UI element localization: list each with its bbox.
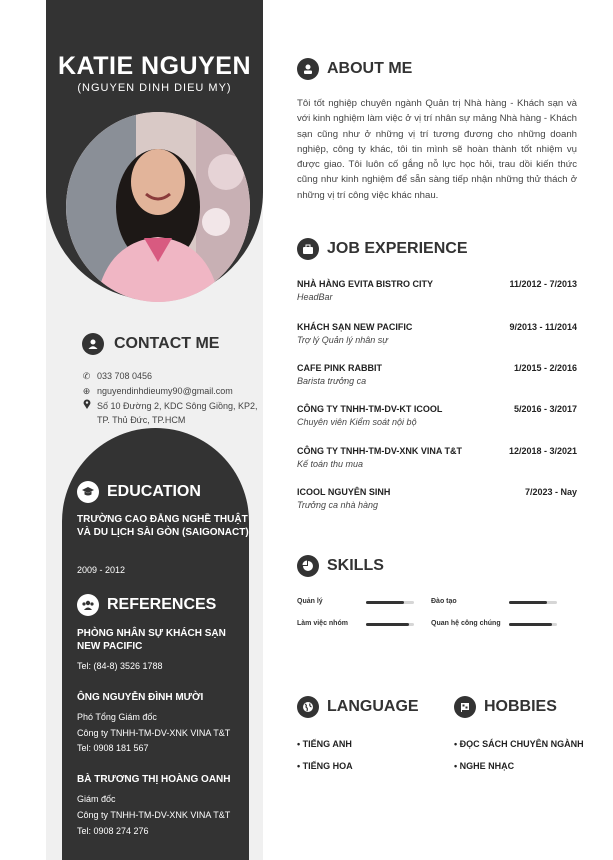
skill-fill bbox=[509, 623, 552, 626]
job-company: KHÁCH SẠN NEW PACIFIC bbox=[297, 322, 413, 332]
about-title: ABOUT ME bbox=[327, 60, 413, 77]
language-item-label: TIẾNG HOA bbox=[302, 761, 353, 771]
candidate-name: KATIE NGUYEN bbox=[57, 52, 252, 80]
contact-title: CONTACT ME bbox=[114, 335, 220, 352]
reference-name-3: BÀ TRƯƠNG THỊ HOÀNG OANH bbox=[77, 774, 231, 785]
skill-bar-4 bbox=[509, 623, 557, 626]
person-icon bbox=[297, 58, 319, 80]
contact-heading bbox=[82, 333, 219, 355]
job-period: 7/2023 - Nay bbox=[524, 487, 577, 497]
job-period: 1/2015 - 2/2016 bbox=[513, 363, 577, 373]
skill-label-4: Quan hệ công chúng bbox=[431, 620, 501, 627]
job-period: 11/2012 - 7/2013 bbox=[509, 279, 577, 289]
reference-line-2-2: Công ty TNHH-TM-DV-XNK VINA T&T bbox=[77, 728, 231, 738]
contact-email-row bbox=[82, 384, 260, 398]
hobby-item-label: ĐỌC SÁCH CHUYÊN NGÀNH bbox=[459, 739, 584, 749]
job-item-2 bbox=[297, 322, 577, 345]
language-item-label: TIẾNG ANH bbox=[302, 739, 352, 749]
job-role: Kế toán thu mua bbox=[297, 459, 364, 469]
skill-label-3: Làm việc nhóm bbox=[297, 620, 348, 627]
job-period: 12/2018 - 3/2021 bbox=[508, 446, 577, 456]
skill-label-1: Quản lý bbox=[297, 598, 323, 605]
skill-bar-2 bbox=[509, 601, 557, 604]
profile-photo bbox=[66, 112, 250, 302]
job-item-1 bbox=[297, 279, 577, 302]
candidate-fullname: (NGUYEN DINH DIEU MY) bbox=[77, 82, 232, 94]
job-company: CÔNG TY TNHH-TM-DV-XNK VINA T&T bbox=[297, 446, 462, 456]
job-role: HeadBar bbox=[297, 292, 333, 302]
contact-address-row bbox=[82, 399, 260, 427]
education-school: TRƯỜNG CAO ĐẲNG NGHỀ THUẬT VÀ DU LỊCH SÀI GÒN (SAIGONACT) bbox=[77, 514, 249, 538]
language-title: LANGUAGE bbox=[327, 698, 419, 715]
job-role: Trưởng ca nhà hàng bbox=[297, 500, 379, 510]
reference-line-3-3: Tel: 0908 274 276 bbox=[77, 826, 149, 836]
job-period: 5/2016 - 3/2017 bbox=[513, 404, 577, 414]
location-pin-icon bbox=[82, 399, 91, 427]
skill-label-2: Đào tạo bbox=[431, 598, 457, 605]
hobby-flag-icon bbox=[454, 696, 476, 718]
skills-title: SKILLS bbox=[327, 557, 384, 574]
job-role: Chuyên viên Kiểm soát nội bộ bbox=[297, 417, 417, 427]
reference-line-2-3: Tel: 0908 181 567 bbox=[77, 743, 149, 753]
contact-phone[interactable]: 033 708 0456 bbox=[97, 371, 153, 381]
skill-bar-3 bbox=[366, 623, 414, 626]
experience-title: JOB EXPERIENCE bbox=[327, 240, 468, 257]
globe-icon: ⊕ bbox=[82, 386, 91, 396]
references-title: REFERENCES bbox=[107, 596, 217, 613]
job-item-5 bbox=[297, 446, 577, 469]
skill-fill bbox=[366, 623, 409, 626]
portrait-illustration bbox=[66, 112, 250, 302]
contact-email[interactable]: nguyendinhdieumy90@gmail.com bbox=[97, 386, 233, 396]
job-company: NHÀ HÀNG EVITA BISTRO CITY bbox=[297, 279, 434, 289]
about-heading bbox=[297, 58, 412, 80]
phone-icon: ✆ bbox=[82, 371, 91, 381]
hobbies-title: HOBBIES bbox=[484, 698, 557, 715]
contact-address: Số 10 Đường 2, KDC Sông Giồng, KP2, TP. Thủ Đức, TP.HCM bbox=[97, 401, 258, 425]
experience-heading bbox=[297, 238, 467, 260]
contact-phone-row bbox=[82, 369, 260, 383]
job-company: CAFE PINK RABBIT bbox=[297, 363, 382, 373]
reference-line-1-1: Tel: (84-8) 3526 1788 bbox=[77, 661, 163, 671]
group-icon bbox=[77, 594, 99, 616]
pie-chart-icon bbox=[297, 555, 319, 577]
reference-name-1: PHÒNG NHÂN SỰ KHÁCH SẠN NEW PACIFIC bbox=[77, 628, 226, 652]
reference-line-2-1: Phó Tổng Giám đốc bbox=[77, 712, 157, 722]
skill-fill bbox=[509, 601, 547, 604]
hobby-item-1: • ĐỌC SÁCH CHUYÊN NGÀNH bbox=[454, 739, 584, 749]
hobby-item-label: NGHE NHẠC bbox=[459, 761, 515, 771]
reference-line-3-2: Công ty TNHH-TM-DV-XNK VINA T&T bbox=[77, 810, 231, 820]
education-title: EDUCATION bbox=[107, 483, 201, 500]
job-item-6 bbox=[297, 487, 577, 510]
globe-icon bbox=[297, 696, 319, 718]
job-role: Trợ lý Quản lý nhân sự bbox=[297, 335, 389, 345]
job-company: CÔNG TY TNHH-TM-DV-KT ICOOL bbox=[297, 404, 443, 414]
job-role: Barista trưởng ca bbox=[297, 376, 367, 386]
job-period: 9/2013 - 11/2014 bbox=[509, 322, 577, 332]
references-heading bbox=[77, 594, 216, 616]
skills-heading bbox=[297, 555, 384, 577]
briefcase-icon bbox=[297, 238, 319, 260]
education-heading bbox=[77, 481, 201, 503]
language-heading bbox=[297, 696, 419, 718]
about-text: Tôi tốt nghiệp chuyên ngành Quản trị Nhà hàng - Khách sạn và với kinh nghiệm làm việc ở vị trí nhân sự mảng Nhà hàng - Khách sạn cũng như ở những vị trí tương đương cho những doanh nghiệp, công ty khác, tôi tin mình sẽ hoàn thành tốt nhiệm vụ được giao. Tôi luôn cố gắng nỗ lực học hỏi, trau dồi kiến thức cũng như kinh nghiệm để sẵn sàng tiếp nhận những thử thách ở những vị trí công việc khác nhau. bbox=[297, 98, 577, 201]
reference-name-2: ÔNG NGUYỄN ĐÌNH MƯỜI bbox=[77, 692, 204, 703]
hobby-item-2: • NGHE NHẠC bbox=[454, 761, 515, 771]
job-item-3 bbox=[297, 363, 577, 386]
language-item-2: • TIẾNG HOA bbox=[297, 761, 353, 771]
education-years: 2009 - 2012 bbox=[77, 565, 126, 575]
skill-fill bbox=[366, 601, 404, 604]
user-icon bbox=[82, 333, 104, 355]
job-company: ICOOL NGUYÊN SINH bbox=[297, 487, 391, 497]
skill-bar-1 bbox=[366, 601, 414, 604]
reference-line-3-1: Giám đốc bbox=[77, 794, 116, 804]
hobbies-heading bbox=[454, 696, 557, 718]
graduation-cap-icon bbox=[77, 481, 99, 503]
job-item-4 bbox=[297, 404, 577, 427]
language-item-1: • TIẾNG ANH bbox=[297, 739, 352, 749]
contact-list bbox=[82, 369, 260, 428]
